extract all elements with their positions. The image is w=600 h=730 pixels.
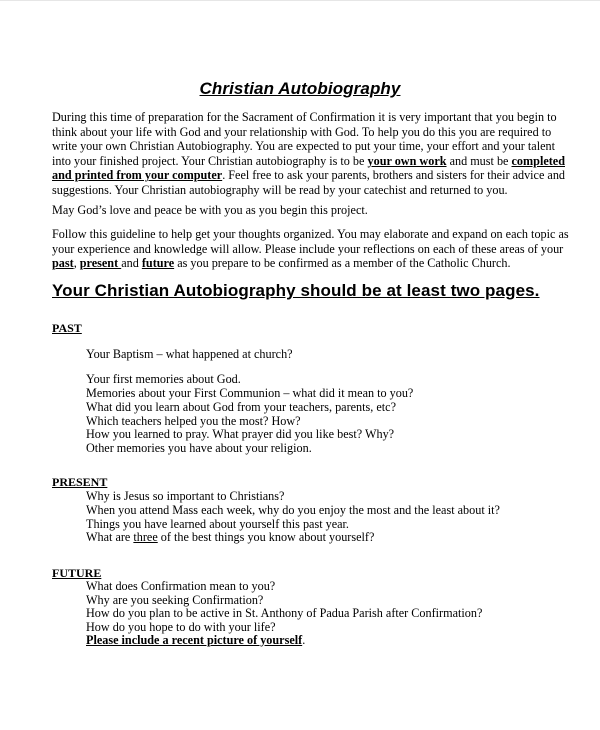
guide-and: and [121,256,142,271]
present-emphasis: present [79,256,122,271]
guideline-paragraph [52,227,572,271]
past-question-1: Your Baptism – what happened at church? [86,347,293,361]
picture-instruction: Please include a recent picture of yourself [86,633,303,647]
past-question-7: Other memories you have about your religion. [86,441,312,455]
future-question-5 [86,633,566,647]
page-title: Christian Autobiography [199,79,401,98]
past-question-6: How you learned to pray. What prayer did you like best? Why? [86,427,395,441]
past-question-2: Your first memories about God. [86,372,241,386]
guide-text-1: Follow this guideline to help get your thoughts organized. You may elaborate and expand on each topic as your experience and knowledge will allow. Please include your reflections on each of these areas of your [52,227,569,256]
length-requirement-heading: Your Christian Autobiography should be at least two pages. [52,281,540,300]
present-question-2: When you attend Mass each week, why do you enjoy the most and the least about it? [86,503,500,517]
past-section-label: PAST [52,321,82,335]
past-emphasis: past [52,256,74,271]
completed-emphasis: completed and printed from your computer [52,153,565,183]
intro-text-2: and must be [446,153,512,168]
three-emphasis: three [133,530,158,544]
present-q4-end: of the best things you know about yourself? [157,530,375,544]
present-question-3: Things you have learned about yourself this past year. [86,517,349,531]
future-question-1: What does Confirmation mean to you? [86,579,276,593]
present-question-1: Why is Jesus so important to Christians? [86,489,285,503]
future-question-4: How do you hope to do with your life? [86,620,276,634]
intro-paragraph [52,110,572,198]
future-emphasis: future [141,256,175,271]
future-section-label: FUTURE [52,566,102,580]
future-question-2: Why are you seeking Confirmation? [86,593,264,607]
present-question-4 [86,530,566,544]
past-question-4: What did you learn about God from your teachers, parents, etc? [86,400,396,414]
guide-text-2: as you prepare to be confirmed as a member of the Catholic Church. [174,256,511,271]
past-question-5: Which teachers helped you the most? How? [86,414,301,428]
own-work-emphasis: your own work [367,153,447,168]
past-question-3: Memories about your First Communion – what did it mean to you? [86,386,414,400]
future-question-3: How do you plan to be active in St. Anthony of Padua Parish after Confirmation? [86,606,483,620]
intro-text-3: . Feel free to ask your parents, brothers and sisters for their advice and suggestions. Your Christian autobiography will be read by your catechist and returned to you. [52,168,566,197]
picture-instruction-period: . [302,633,306,647]
blessing-paragraph: May God’s love and peace be with you as you begin this project. [52,203,368,217]
intro-text-1: During this time of preparation for the Sacrament of Confirmation it is very important that you begin to think about your life with God and your relationship with God. To help you do this you are required to write your own Christian Autobiography. You are expected to put your time, your effort and your talent into your finished project. Your Christian autobiography is to be [52,110,557,168]
present-section-label: PRESENT [52,475,108,489]
present-q4-start: What are [86,530,134,544]
guide-comma: , [73,256,80,271]
